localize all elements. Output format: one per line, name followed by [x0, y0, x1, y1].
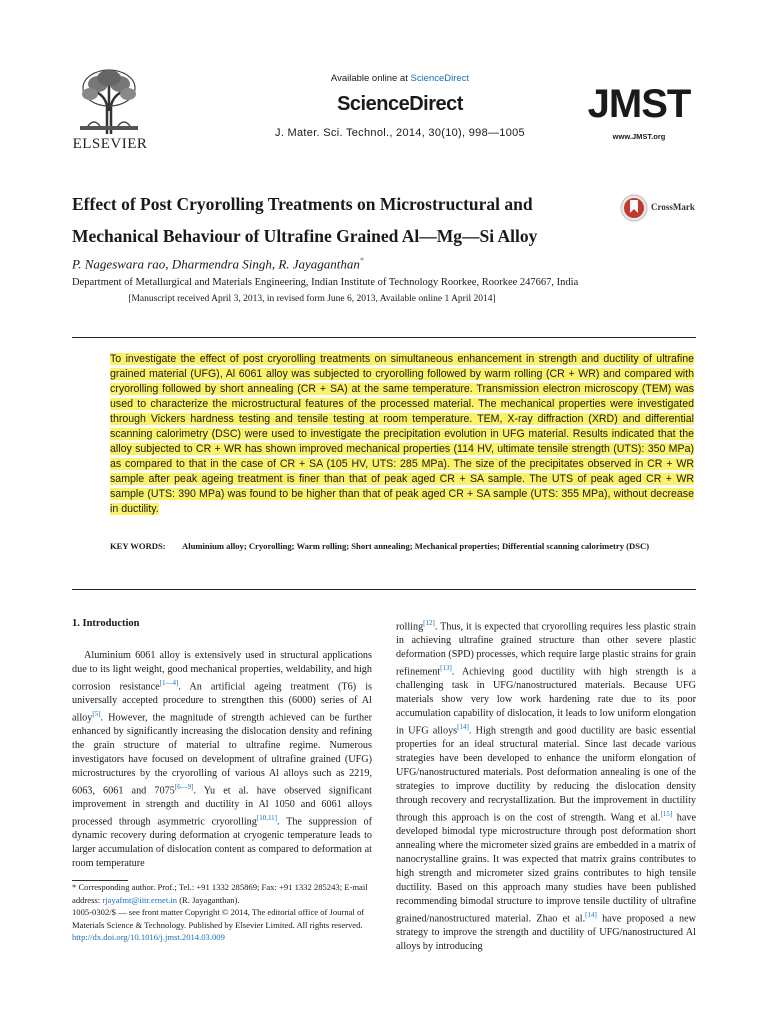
abstract [110, 352, 694, 517]
abstract-text-highlighted: To investigate the effect of post cryorolling treatments on simultaneous enhancement in strength and ductility of ultrafine grained material (UFG), Al 6061 alloy was subjected to cryorolling followed by warm rolling (CR + WR) and compared with cryorolling followed by short annealing (CR + SA) at the same temperature. Transmission electron microscopy (TEM) was used to characterize the microstructural features of the processed material. The mechanical properties were investigated through Vickers hardness testing and tensile testing at room temperature. TEM, X-ray diffraction (XRD) and differential scanning calorimetry (DSC) were used to investigate the precipitation evolution in UFG material. Results indicated that the alloy subjected to CR + WR has shown improved mechanical properties (114 HV, ultimate tensile strength (UTS): 350 MPa) as compared to that in the case of CR + SA (105 HV, UTS: 285 MPa). The size of the precipitates observed in CR + WR sample after peak ageing treatment is finer than that of peak aged CR + SA sample. The UTS of peak aged CR + WR sample (UTS: 390 MPa) was found to be higher than that of peak aged CR + SA sample (UTS: 355 MPa), without decrease in ductility. [110, 353, 694, 515]
text-run: . The suppression of dynamic recovery during deformation at cryogenic temperature leads to larger accumulation of dislocation content as compared to deformation at room temperature [72, 816, 373, 870]
jmst-logo-text: JMST [587, 82, 691, 126]
journal-url[interactable]: www.JMST.org [612, 132, 666, 141]
text-run: * Corresponding author. Prof.; Tel.: +91 1332 285869; Fax: +91 1332 285243; E-mail address: [72, 882, 368, 905]
text-run: rolling [396, 621, 424, 633]
article-title [72, 188, 592, 252]
section-heading-introduction: 1. Introduction [72, 618, 140, 629]
text-run: Aluminium 6061 alloy is extensively used in structural applications due to its light weight, good mechanical properties, weldability, and high corrosion resistance [72, 649, 372, 693]
available-online-prefix: Available online at [330, 73, 411, 84]
elsevier-logo [68, 64, 152, 156]
citation-link[interactable]: [15] [660, 809, 673, 818]
text-run: have proposed a new strategy to improve the strength and ductility of UFG/nanostructured Al alloys by introducing [396, 913, 696, 952]
text-run: . An artificial ageing treatment (T6) is universally accepted procedure to strengthen this (6000) series of Al alloy [72, 681, 372, 724]
affiliation: Department of Metallurgical and Materials Engineering, Indian Institute of Technology Roorkee, Roorkee 247667, India [72, 277, 579, 288]
keywords-label: KEY WORDS: [110, 541, 166, 551]
citation-link[interactable]: [6—9] [174, 782, 194, 791]
platform-title: ScienceDirect [337, 93, 463, 115]
text-run: . Yu et al. have observed significant improvement in strength and ductility in Al 1050 and 6061 alloys processed through asymmetric cryorolling [72, 785, 372, 828]
sciencedirect-link[interactable]: ScienceDirect [410, 73, 470, 84]
text-run: . Thus, it is expected that cryorolling requires less plastic strain in achieving ultrafine grained structure than other severe plastic deformation (SPD) processes, which require large plastic strains for grain refinement [396, 621, 696, 678]
manuscript-dates: [Manuscript received April 3, 2013, in revised form June 6, 2013, Available online 1 April 2014] [128, 294, 496, 304]
article-title-line-1: Effect of Post Cryorolling Treatments on Microstructural and [72, 194, 533, 214]
citation-link[interactable]: [12] [423, 619, 435, 627]
citation-link[interactable]: [5] [92, 709, 101, 718]
text-run: . High strength and good ductility are basic essential properties for an ideal structural material. Since last decade various strategies have been developed to enhance the uniform elongation of UFG/nanostructured materials. Post deformation annealing is one of the strategies to improve ductility by reducing the dislocation density through recovery and recrystallization. But the improvement in ductility through this approach is on the cost of strength. Wang et al. [396, 725, 697, 824]
crossmark-label: CrossMark [651, 202, 695, 212]
introduction-paragraph-1 [72, 649, 372, 871]
crossmark-badge[interactable] [620, 194, 710, 222]
crossmark-icon [620, 194, 648, 222]
citation-link[interactable]: [1—4] [159, 678, 179, 687]
introduction-paragraph-continued [396, 617, 696, 954]
text-run: have developed bimodal type microstructure through post deformation short annealing where the micrometer sized grains are embedded in a matrix of nanocrystalline grains. It was expected that matrix grains contributes to high strength and micrometer sized grains contributes to high tensile ductility. Based on this approach many studies have been published recommending bimodal structure to improve tensile ductility of ultrafine grained/nanostructured material. Zhao et al. [396, 812, 696, 925]
authors-text: P. Nageswara rao, Dharmendra Singh, R. Jayaganthan [72, 256, 360, 272]
abstract-bottom-rule [72, 589, 696, 590]
elsevier-tree-icon [76, 66, 142, 136]
author-email-link[interactable]: rjayafmt@iitr.ernet.in [102, 894, 178, 905]
citation-link[interactable]: [10,11] [256, 814, 278, 823]
jmst-logo [582, 82, 696, 142]
doi-link[interactable]: http://dx.doi.org/10.1016/j.jmst.2014.03.009 [72, 932, 225, 942]
keywords-list: Aluminium alloy; Cryorolling; Warm rolling; Short annealing; Mechanical properties; Differential scanning calorimetry (DSC) [182, 541, 650, 551]
citation-link[interactable]: [13] [440, 664, 452, 673]
elsevier-wordmark: ELSEVIER [72, 136, 148, 152]
corresponding-author-note [72, 881, 372, 906]
author-list [72, 256, 364, 272]
available-online-line [250, 73, 550, 84]
abstract-top-rule [72, 337, 696, 338]
copyright-note: 1005-0302/$ — see front matter Copyright © 2014, The editorial office of Journal of Materials Science & Technology. Published by Elsevier Limited. All rights reserved. [72, 907, 365, 930]
article-title-line-2: Mechanical Behaviour of Ultrafine Grained Al—Mg—Si Alloy [72, 226, 538, 246]
text-run: . However, the magnitude of strength achieved can be further enhanced by significantly increasing the dislocation density and refining the grain structure of material to ultrafine regime. Numerous investigators have focused on development of ultrafine grained (UFG) microstructures by the cryorolling of various Al alloys such as 2219, 6063, 6061 and 7075 [72, 712, 372, 797]
footnote [72, 881, 372, 944]
text-run: . Achieving good ductility with high strength is a challenging task in UFG/nanostructured materials. Because UFG materials show very low work hardening rate due to its poor accumulation capability of dislocation, it leads to low uniform elongation in UFG alloys [396, 666, 696, 737]
corresponding-author-mark[interactable]: * [359, 256, 364, 265]
citation-link[interactable]: [14] [457, 723, 469, 732]
citation-link[interactable]: [14] [585, 910, 597, 919]
text-run: (R. Jayaganthan). [177, 894, 240, 905]
journal-citation: J. Mater. Sci. Technol., 2014, 30(10), 998—1005 [275, 127, 525, 139]
body-column-right [396, 617, 696, 954]
body-column-left [72, 617, 372, 871]
